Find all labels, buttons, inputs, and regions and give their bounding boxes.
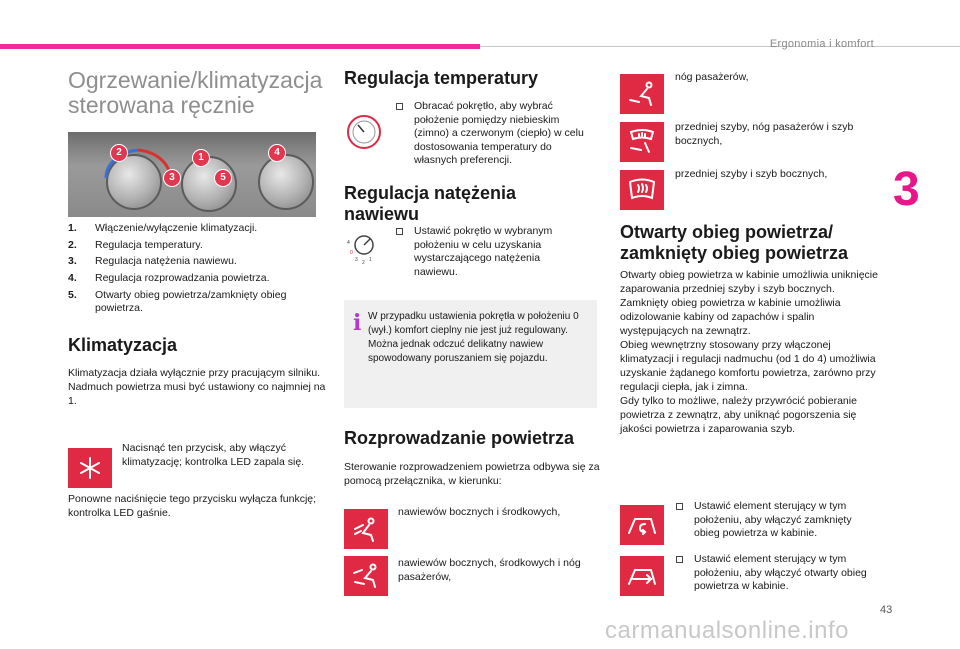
page-number: 43 (880, 604, 893, 616)
vent-face-icon-box (344, 509, 388, 549)
car-recirculation-icon (627, 511, 657, 539)
bullet-icon (396, 228, 403, 235)
vent-windshield-feet-icon-box (620, 122, 664, 162)
closed-recirculation-instruction: Ustawić element sterujący w tym położeniu, aby włączyć zamknięty obieg powietrza w kabinie. (676, 500, 876, 541)
vent-face-feet-icon (351, 562, 381, 590)
ac-heading: Klimatyzacja (68, 335, 178, 355)
badge-1: 1 (192, 149, 210, 167)
open-recirculation-instruction: Ustawić element sterujący w tym położeniu, aby włączyć otwarty obieg powietrza w kabinie. (676, 553, 876, 594)
recirculation-heading: Otwarty obieg powietrza/ zamknięty obieg powietrza (620, 222, 849, 263)
vent-feet-icon-box (620, 74, 664, 114)
info-box (344, 300, 597, 408)
bullet-icon (676, 556, 683, 563)
fan-dial-label: 4 (347, 240, 350, 246)
distribution-text: Sterowanie rozprowadzeniem powietrza odbywa się za pomocą przełącznika, w kierunku: (344, 461, 600, 487)
car-fresh-air-icon (627, 562, 657, 590)
badge-4: 4 (268, 144, 286, 162)
snowflake-icon (75, 454, 105, 482)
ac-description: Klimatyzacja działa wyłącznie przy pracującym silniku. Nadmuch powietrza musi być ustawiony co najmniej na 1. (68, 367, 326, 407)
ac-press-text: Nacisnąć ten przycisk, aby włączyć klimatyzację; kontrolka LED zapala się. (122, 442, 305, 468)
distribution-heading: Rozprowadzanie powietrza (344, 428, 575, 448)
recirculation-text: Otwarty obieg powietrza w kabinie umożliwia uniknięcie zaparowania przedniej szyby i szyb bocznych. Zamknięty obieg powietrza w kabinie umożliwia odizolowanie kabiny od zapachów i spalin występujących na zewnątrz. Obieg wewnętrzny stosowany przy włączonej klimatyzacji i regulacji nadmuchu (od 1 do 4) umożliwia uzyskanie żądanego komfortu powietrza, zarówno przy regulacji ciepła, jak i zimna. Gdy tylko to możliwe, należy przywrócić pobieranie powietrza z zewnątrz, aby uniknąć pogorszenia się jakości powietrza i zaparowania szyb. (620, 269, 878, 435)
open-recirculation-icon-box (620, 556, 664, 596)
bullet-icon (676, 503, 683, 510)
section-title: Ergonomia i komfort (769, 38, 874, 50)
watermark: carmanualsonline.info (605, 617, 849, 644)
header-rule (480, 46, 960, 47)
fan-heading: Regulacja natężenia nawiewu (344, 183, 517, 224)
badge-3: 3 (163, 169, 181, 187)
distribution-item: nawiewów bocznych i środkowych, (398, 506, 561, 518)
fan-dial-icon (344, 228, 384, 268)
header-accent-bar (0, 44, 480, 49)
temperature-dial-icon (344, 112, 384, 152)
fan-dial-label: 2 (362, 260, 365, 266)
temperature-instruction: Obracać pokrętło, aby wybrać położenie pomiędzy niebieskim (zimno) a czerwonym (ciepło) w celu dostosowania temperatury do własnych preferencji. (396, 100, 586, 168)
list-item: 3. Regulacja natężenia nawiewu. (68, 255, 237, 267)
ac-press-again-text: Ponowne naciśnięcie tego przycisku wyłącza funkcję; kontrolka LED gaśnie. (68, 493, 317, 519)
vent-windshield-icon-box (620, 170, 664, 210)
fan-dial-label: 0 (350, 250, 353, 256)
temperature-heading: Regulacja temperatury (344, 68, 539, 88)
badge-2: 2 (110, 144, 128, 162)
badge-5: 5 (214, 169, 232, 187)
closed-recirculation-icon-box (620, 505, 664, 545)
list-item: 4. Regulacja rozprowadzania powietrza. (68, 272, 270, 284)
info-icon: i (353, 310, 362, 336)
list-item: 1. Włączenie/wyłączenie klimatyzacji. (68, 222, 258, 234)
list-item: 2. Regulacja temperatury. (68, 239, 203, 251)
vent-face-feet-icon-box (344, 556, 388, 596)
page-title: Ogrzewanie/klimatyzacja sterowana ręcznie (68, 67, 323, 118)
distribution-item: nóg pasażerów, (675, 71, 749, 83)
vent-feet-icon (627, 80, 657, 108)
vent-windshield-feet-icon (627, 128, 657, 156)
chapter-number: 3 (893, 163, 920, 216)
control-panel-photo (68, 132, 316, 217)
fan-dial-label: 3 (355, 257, 358, 263)
distribution-item: przedniej szyby i szyb bocznych, (675, 168, 828, 180)
fan-dial-label: 1 (369, 257, 372, 263)
fan-instruction: Ustawić pokrętło w wybranym położeniu w celu uzyskania wystarczającego natężenia nawiewu. (396, 225, 586, 279)
distribution-item: przedniej szyby, nóg pasażerów i szyb bocznych, (675, 121, 854, 147)
vent-face-icon (351, 515, 381, 543)
bullet-icon (396, 103, 403, 110)
ac-button-icon (68, 448, 112, 488)
distribution-item: nawiewów bocznych, środkowych i nóg pasażerów, (398, 557, 581, 583)
info-text: W przypadku ustawienia pokrętła w położeniu 0 (wył.) komfort cieplny nie jest już regulowany. Można jednak odczuć delikatny nawiew spowodowany poruszaniem się pojazdu. (368, 311, 579, 364)
list-item: 5. Otwarty obieg powietrza/zamknięty obieg powietrza. (68, 289, 287, 314)
vent-windshield-icon (627, 176, 657, 204)
distribution-knob (258, 154, 314, 210)
